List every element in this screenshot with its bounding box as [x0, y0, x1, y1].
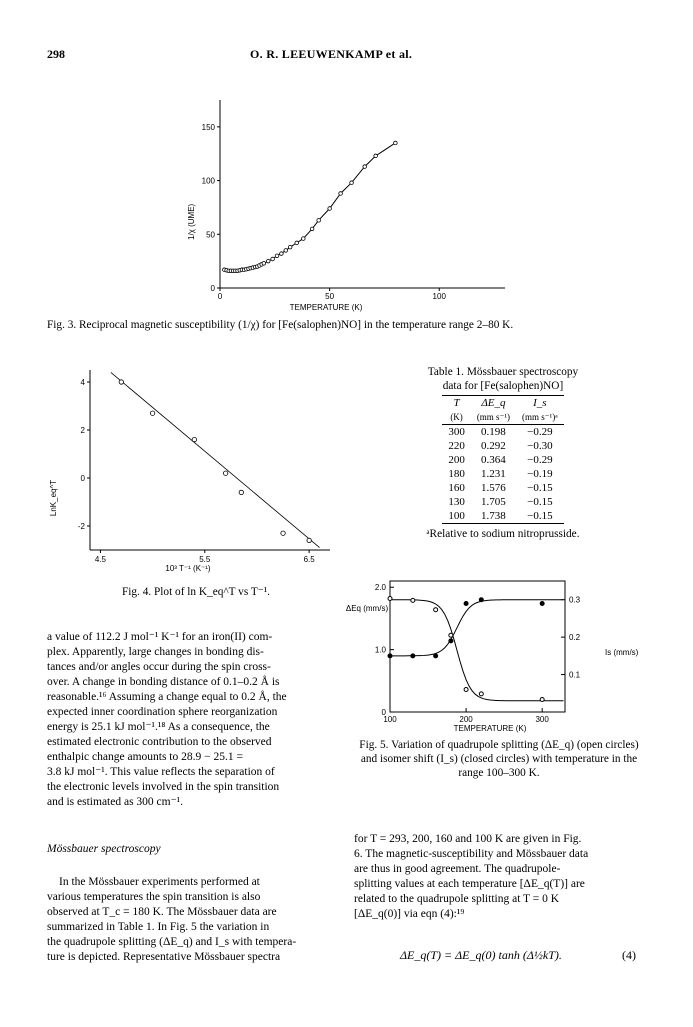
- fig3-ytick-label: 50: [206, 230, 215, 240]
- text-line: the quadrupole splitting (ΔE_q) and I_s with tempera-: [47, 936, 297, 948]
- fig4-ytick-label: 4: [80, 378, 85, 387]
- fig4-chart: [40, 360, 350, 585]
- text-line: 6. The magnetic-susceptibility and Mössbauer data: [354, 848, 589, 860]
- fig3-point: [302, 237, 306, 241]
- fig5-Is-point: [388, 654, 392, 658]
- fig5-xlabel: TEMPERATURE (K): [453, 724, 527, 733]
- table-row: [442, 453, 563, 467]
- fig5-xtick-label: 200: [459, 715, 473, 724]
- fig4-xtick-label: 6.5: [303, 555, 315, 564]
- table-cell: 160: [448, 482, 465, 494]
- section-heading: Mössbauer spectroscopy: [47, 843, 161, 855]
- left-paragraph-2: [47, 875, 335, 965]
- fig5-chart: [345, 575, 645, 735]
- table1-title-1: Table 1. Mössbauer spectroscopy: [427, 366, 579, 378]
- table1-unit: (mm s⁻¹): [471, 410, 516, 425]
- table-cell: −0.15: [527, 482, 553, 494]
- fig4-caption: Fig. 4. Plot of ln K_eq^T vs T⁻¹.: [122, 586, 270, 598]
- fig5-right-tick-label: 0.1: [569, 670, 581, 680]
- table-cell: 0.292: [481, 440, 506, 452]
- table1-footnote: ᵃRelative to sodium nitroprusside.: [426, 528, 580, 540]
- fig5-xtick-label: 100: [383, 715, 397, 724]
- text-line: the electronic levels involved in the spin transition: [47, 781, 280, 793]
- table-cell: 1.231: [481, 468, 506, 480]
- fig5-ylabel-left: ΔEq (mm/s): [345, 604, 389, 613]
- fig3-point: [266, 259, 270, 263]
- table-cell: 1.576: [481, 482, 506, 494]
- fig3-xtick-label: 100: [432, 292, 446, 301]
- fig5-deltaEq-point: [540, 698, 544, 702]
- table-row: [442, 495, 563, 509]
- fig5-right-tick-label: 0.3: [569, 595, 581, 605]
- fig5-xtick-label: 300: [535, 715, 549, 724]
- text-line: enthalpic change amounts to 28.9 − 25.1 =: [47, 751, 243, 763]
- fig3-point: [339, 192, 343, 196]
- fig5-left-tick-label: 0: [381, 708, 386, 717]
- left-paragraph: [47, 630, 335, 810]
- table-row: [442, 467, 563, 481]
- fig5-Is-point: [434, 654, 438, 658]
- table-cell: 300: [448, 426, 465, 438]
- fig5-deltaEq-curve: [390, 600, 563, 701]
- fig5-Is-point: [411, 654, 415, 658]
- table-cell: 180: [448, 468, 465, 480]
- fig3-chart: [150, 90, 510, 315]
- table1-header: I_s: [516, 396, 564, 411]
- fig5-Is-point: [449, 639, 453, 643]
- equation-number: (4): [622, 948, 636, 962]
- text-line: for T = 293, 200, 160 and 100 K are given in Fig.: [354, 833, 582, 845]
- table-row: [442, 425, 563, 440]
- fig4-point: [223, 471, 227, 475]
- table-cell: 0.198: [481, 426, 506, 438]
- fig5-deltaEq-point: [449, 633, 453, 637]
- fig5-frame: [390, 581, 565, 712]
- fig4-point: [119, 380, 123, 384]
- text-line: observed at T_c = 180 K. The Mössbauer data are: [47, 906, 277, 918]
- table-cell: 0.364: [481, 454, 506, 466]
- text-line: tances and/or angles occur during the spin cross-: [47, 661, 271, 673]
- text-line: ture is depicted. Representative Mössbauer spectra: [47, 951, 281, 963]
- table-cell: 100: [442, 509, 471, 524]
- text-line: summarized in Table 1. In Fig. 5 the variation in: [47, 921, 270, 933]
- fig5-ylabel-right: Is (mm/s): [605, 648, 639, 657]
- fig3-caption: Fig. 3. Reciprocal magnetic susceptibility (1/χ) for [Fe(salophen)NO] in the temperature range 2–80 K.: [47, 319, 514, 331]
- table-cell: 130: [448, 496, 465, 508]
- table1-header: T: [442, 396, 471, 411]
- fig3-ytick-label: 150: [201, 122, 215, 132]
- table1-header: ΔE_q: [471, 396, 516, 411]
- table-cell: 200: [448, 454, 465, 466]
- fig5-Is-point: [540, 601, 544, 605]
- fig4-xlabel: 10³ T⁻¹ (K⁻¹): [165, 564, 211, 573]
- fig3-point: [280, 252, 284, 256]
- fig3-xtick-label: 0: [217, 292, 223, 301]
- text-line: are thus in good agreement. The quadrupole-: [354, 863, 561, 875]
- fig3-curve: [224, 143, 395, 271]
- text-line: energy is 25.1 kJ mol⁻¹.¹⁸ As a consequence, the: [47, 721, 270, 733]
- text-line: related to the quadrupole splitting at T = 0 K: [354, 893, 560, 905]
- text-line: plex. Apparently, large changes in bonding dis-: [47, 646, 264, 658]
- fig3-point: [363, 165, 367, 169]
- fig4-xtick-label: 4.5: [94, 555, 106, 564]
- running-title: O. R. LEEUWENKAMP et al.: [250, 47, 413, 61]
- right-paragraph: [354, 832, 644, 922]
- fig3-ytick-label: 100: [201, 176, 215, 186]
- fig3-xtick-label: 50: [325, 292, 335, 301]
- fig5-deltaEq-point: [411, 598, 415, 602]
- fig5-deltaEq-point: [479, 692, 483, 696]
- text-line: In the Mössbauer experiments performed at: [59, 876, 260, 888]
- text-line: over. A change in bonding distance of 0.1–0.2 Å is: [47, 676, 280, 688]
- fig5-right-tick-label: 0.2: [569, 633, 581, 643]
- text-line: 3.8 kJ mol⁻¹. This value reflects the separation of: [47, 766, 275, 778]
- text-line: estimated electronic contribution to the observed: [47, 736, 272, 748]
- fig3-point: [288, 245, 292, 249]
- table-cell: −0.15: [516, 509, 564, 524]
- fig3-xlabel: TEMPERATURE (K): [289, 303, 363, 312]
- fig4-fit-line: [111, 372, 320, 547]
- table-cell: −0.19: [527, 468, 553, 480]
- fig5-left-tick-label: 2.0: [374, 583, 386, 593]
- fig4-ytick-label: -2: [77, 522, 85, 531]
- fig3-point: [275, 254, 279, 258]
- fig5-deltaEq-point: [388, 596, 392, 600]
- text-line: a value of 112.2 J mol⁻¹ K⁻¹ for an iron(II) com-: [47, 631, 273, 643]
- fig4-ytick-label: 0: [80, 474, 85, 483]
- fig3-point: [284, 249, 288, 253]
- table-cell: 1.705: [481, 496, 506, 508]
- table-cell: 1.738: [471, 509, 516, 524]
- equation: ΔE_q(T) = ΔE_q(0) tanh (Δ½kT).: [400, 948, 562, 962]
- table1-unit: (mm s⁻¹)ᵃ: [516, 410, 564, 425]
- fig3-point: [295, 241, 299, 245]
- fig5-deltaEq-point: [464, 688, 468, 692]
- fig3-point: [350, 181, 354, 185]
- fig4-ylabel: LnK_eq^T: [49, 479, 58, 517]
- fig3-point: [328, 207, 332, 211]
- page-number: 298: [47, 47, 65, 61]
- text-line: and is estimated as 300 cm⁻¹.: [47, 796, 183, 808]
- fig5-Is-point: [479, 598, 483, 602]
- table1-title-2: data for [Fe(salophen)NO]: [442, 380, 564, 392]
- fig4-ytick-label: 2: [80, 426, 85, 435]
- table-cell: 220: [448, 440, 465, 452]
- table-row: [442, 509, 563, 524]
- table-cell: −0.29: [527, 454, 553, 466]
- fig4-point: [307, 538, 311, 542]
- text-line: splitting values at each temperature [ΔE_q(T)] are: [354, 878, 585, 890]
- fig3-point: [317, 219, 321, 223]
- text-line: [ΔE_q(0)] via eqn (4):¹⁹: [354, 908, 465, 920]
- fig3-ylabel: 1/χ (UME): [187, 203, 196, 240]
- fig4-point: [239, 490, 243, 494]
- fig3-point: [394, 141, 398, 145]
- fig4-xtick-label: 5.5: [199, 555, 211, 564]
- fig4-point: [281, 531, 285, 535]
- text-line: various temperatures the spin transition is also: [47, 891, 261, 903]
- fig3-ytick-label: 0: [210, 284, 215, 293]
- fig3-point: [310, 227, 314, 231]
- table-row: [442, 481, 563, 495]
- table-cell: −0.30: [527, 440, 553, 452]
- fig4-point: [150, 411, 154, 415]
- table1-grid: [442, 395, 563, 524]
- fig3-point: [374, 154, 378, 158]
- table-cell: −0.15: [527, 496, 553, 508]
- fig4-point: [192, 437, 196, 441]
- text-line: reasonable.¹⁶ Assuming a change equal to 0.2 Å, the: [47, 691, 287, 703]
- fig5-deltaEq-point: [434, 608, 438, 612]
- fig5-caption: Fig. 5. Variation of quadrupole splitting (ΔE_q) (open circles) and isomer shift (I_s) (closed circles) with temperature in the range 100–300 K.: [359, 739, 639, 779]
- text-line: expected inner coordination sphere reorganization: [47, 706, 278, 718]
- fig5-Is-point: [464, 601, 468, 605]
- table1-unit: (K): [442, 410, 471, 425]
- fig5-Is-curve: [390, 600, 563, 656]
- fig3-point: [262, 261, 266, 265]
- fig3-point: [271, 257, 275, 261]
- table1: [378, 365, 628, 541]
- table-cell: −0.29: [527, 426, 553, 438]
- fig5-left-tick-label: 1.0: [374, 645, 386, 655]
- table-row: [442, 439, 563, 453]
